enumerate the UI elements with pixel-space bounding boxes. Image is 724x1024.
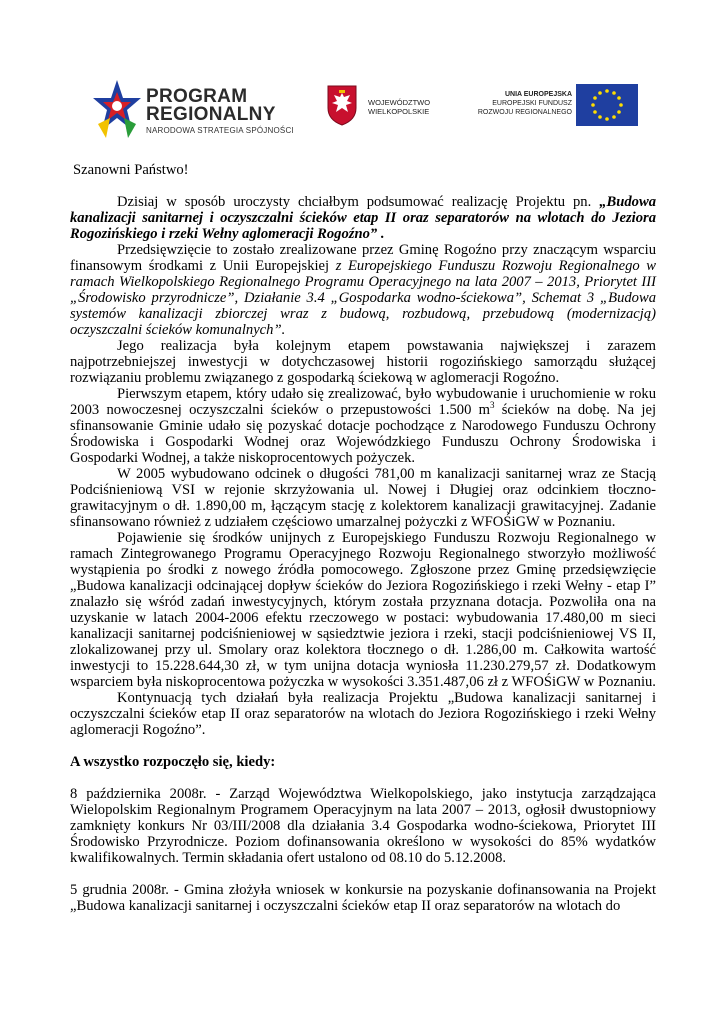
program-regionalny-logo (88, 72, 298, 150)
first-stage-text-b: ścieków na dobę. Na jej sfinansowanie Gminie udało się pozyskać dotacje pochodzące z Narodowego Funduszu Ochrony Środowiska i Gospodarki Wodnej oraz Wojewódzkiego Funduszu Ochrony Środowiska i Gospodarki Wodnej, a także niskoprocentowych pożyczek. (70, 402, 656, 466)
first-stage-text-a: Pierwszym etapem, który udało się zrealizować, było wybudowanie i uruchomienie w roku 2003 nowoczesnej oczyszczalni ścieków o przepustowości 1.500 m (70, 386, 656, 418)
eagle-shield-icon (326, 84, 358, 126)
intro-text: Dzisiaj w sposób uroczysty chciałbym podsumować realizację Projektu pn. (117, 194, 600, 210)
funding-text: Przedsięwzięcie to zostało zrealizowane przez Gminę Rogoźno przy znaczącym wsparciu finansowym środkami z Unii Europejskiej (70, 242, 656, 274)
star-icon (92, 78, 142, 142)
paragraph-intro (70, 194, 656, 242)
paragraph-funding (70, 242, 656, 338)
eu-flag-icon (576, 84, 638, 126)
paragraph-history: Jego realizacja była kolejnym etapem powstawania największej i zarazem najpotrzebniejszej inwestycji w dotychczasowej historii rogozińskiego samorządu służącej rozwiązaniu problemu związanego z gospodarką ściekową w aglomeracji Rogoźno. (70, 338, 656, 386)
eu-text (468, 90, 572, 117)
program-line2: REGIONALNY (146, 104, 276, 125)
eu-line2: EUROPEJSKI FUNDUSZ (492, 100, 572, 107)
wojewodztwo-logo (326, 84, 446, 134)
event-2008-12-05: 5 grudnia 2008r. - Gmina złożyła wniosek w konkursie na pozyskanie dofinansowania na Projekt „Budowa kanalizacji sanitarnej i oczyszczalni ścieków etap II oraz separatorów na wlotach do (70, 882, 656, 914)
section-heading: A wszystko rozpoczęło się, kiedy: (70, 754, 276, 770)
project-title: „Budowa kanalizacji sanitarnej i oczyszczalni ścieków etap II oraz separatorów na wlotach do Jeziora Rogozińskiego i rzeki Wełny aglomeracji Rogoźno” . (70, 194, 656, 242)
wojewodztwo-text (368, 98, 430, 116)
program-subtitle: NARODOWA STRATEGIA SPÓJNOŚCI (146, 126, 294, 135)
eu-line1: UNIA EUROPEJSKA (504, 91, 572, 98)
program-title (146, 88, 276, 124)
cubic-superscript: 3 (490, 400, 495, 411)
eu-line3: ROZWOJU REGIONALNEGO (477, 109, 572, 116)
paragraph-2005: W 2005 wybudowano odcinek o długości 781,00 m kanalizacji sanitarnej wraz ze Stacją Podciśnieniową VSI w rejonie skrzyżowania ul. Nowej i Długiej oraz odcinkiem tłoczno-grawitacyjnym o dł. 1.890,00 m, łączącym stację z kolektorem kanalizacji grawitacyjnej. Zadanie sfinansowano również z udziałem częściowo umarzalnej pożyczki z WFOŚiGW w Poznaniu. (70, 466, 656, 530)
program-line1: PROGRAM (146, 86, 248, 107)
event-2008-10-08: 8 października 2008r. - Zarząd Województwa Wielkopolskiego, jako instytucja zarządzająca Wielopolskim Regionalnym Programem Operacyjnym na lata 2007 – 2013, ogłosił dwustopniowy zamknięty konkurs Nr 03/III/2008 dla działania 3.4 Gospodarka wodno-ściekowa, Priorytet III Środowisko Przyrodnicze. Poziom dofinansowania określono w wysokości do 85% wydatków kwalifikowalnych. Termin składania ofert ustalono od 08.10 do 5.12.2008. (70, 786, 656, 866)
eu-logo (468, 82, 638, 134)
woj-line1: WOJEWÓDZTWO (368, 98, 431, 107)
greeting: Szanowni Państwo! (73, 162, 189, 178)
paragraph-eu-funds: Pojawienie się środków unijnych z Europejskiego Funduszu Rozwoju Regionalnego w ramach Zintegrowanego Programu Operacyjnego Rozwoju Regionalnego stworzyło możliwość wystąpienia po środki z nowego źródła pomocowego. Zgłoszone przez Gminę przedsięwzięcie „Budowa kanalizacji odcinającej dopływ ścieków do Jeziora Rogozińskiego i rzeki Wełny - etap I” znalazło się wśród zadań inwestycyjnych, którym została przyznana dotacja. Pozwoliła ona na uzyskanie w latach 2004-2006 efektu rzeczowego w postaci: wybudowania 17.480,00 m sieci kanalizacji sanitarnej podciśnieniowej w sąsiedztwie jeziora i rzeki, stacji podciśnieniowej VS II, zlokalizowanej przy ul. Smolary oraz kolektora tłocznego o dł. 1.286,00 m. Całkowita wartość inwestycji to 15.228.644,30 zł, w tym unijna dotacja wyniosła 11.230.279,57 zł. Dodatkowym wsparciem była niskoprocentowa pożyczka w wysokości 3.351.487,06 zł z WFOŚiGW w Poznaniu. (70, 530, 656, 690)
woj-line2: WIELKOPOLSKIE (368, 107, 430, 116)
header-logos (88, 72, 636, 150)
letter-body (70, 162, 656, 914)
paragraph-continuation: Kontynuacją tych działań była realizacja Projektu „Budowa kanalizacji sanitarnej i oczyszczalni ścieków etap II oraz separatorów na wlotach do Jeziora Rogozińskiego i rzeki Wełny aglomeracji Rogoźno”. (70, 690, 656, 738)
paragraph-first-stage (70, 386, 656, 466)
funding-program: z Europejskiego Funduszu Rozwoju Regionalnego w ramach Wielkopolskiego Regionalnego Programu Operacyjnego na lata 2007 – 2013, Priorytet III „Środowisko przyrodnicze”, Działanie 3.4 „Gospodarka wodno-ściekowa”, Schemat 3 „Budowa systemów kanalizacji zbiorczej wraz z budową, rozbudową, przebudową (modernizacją) oczyszczalni ścieków komunalnych”. (70, 258, 657, 338)
